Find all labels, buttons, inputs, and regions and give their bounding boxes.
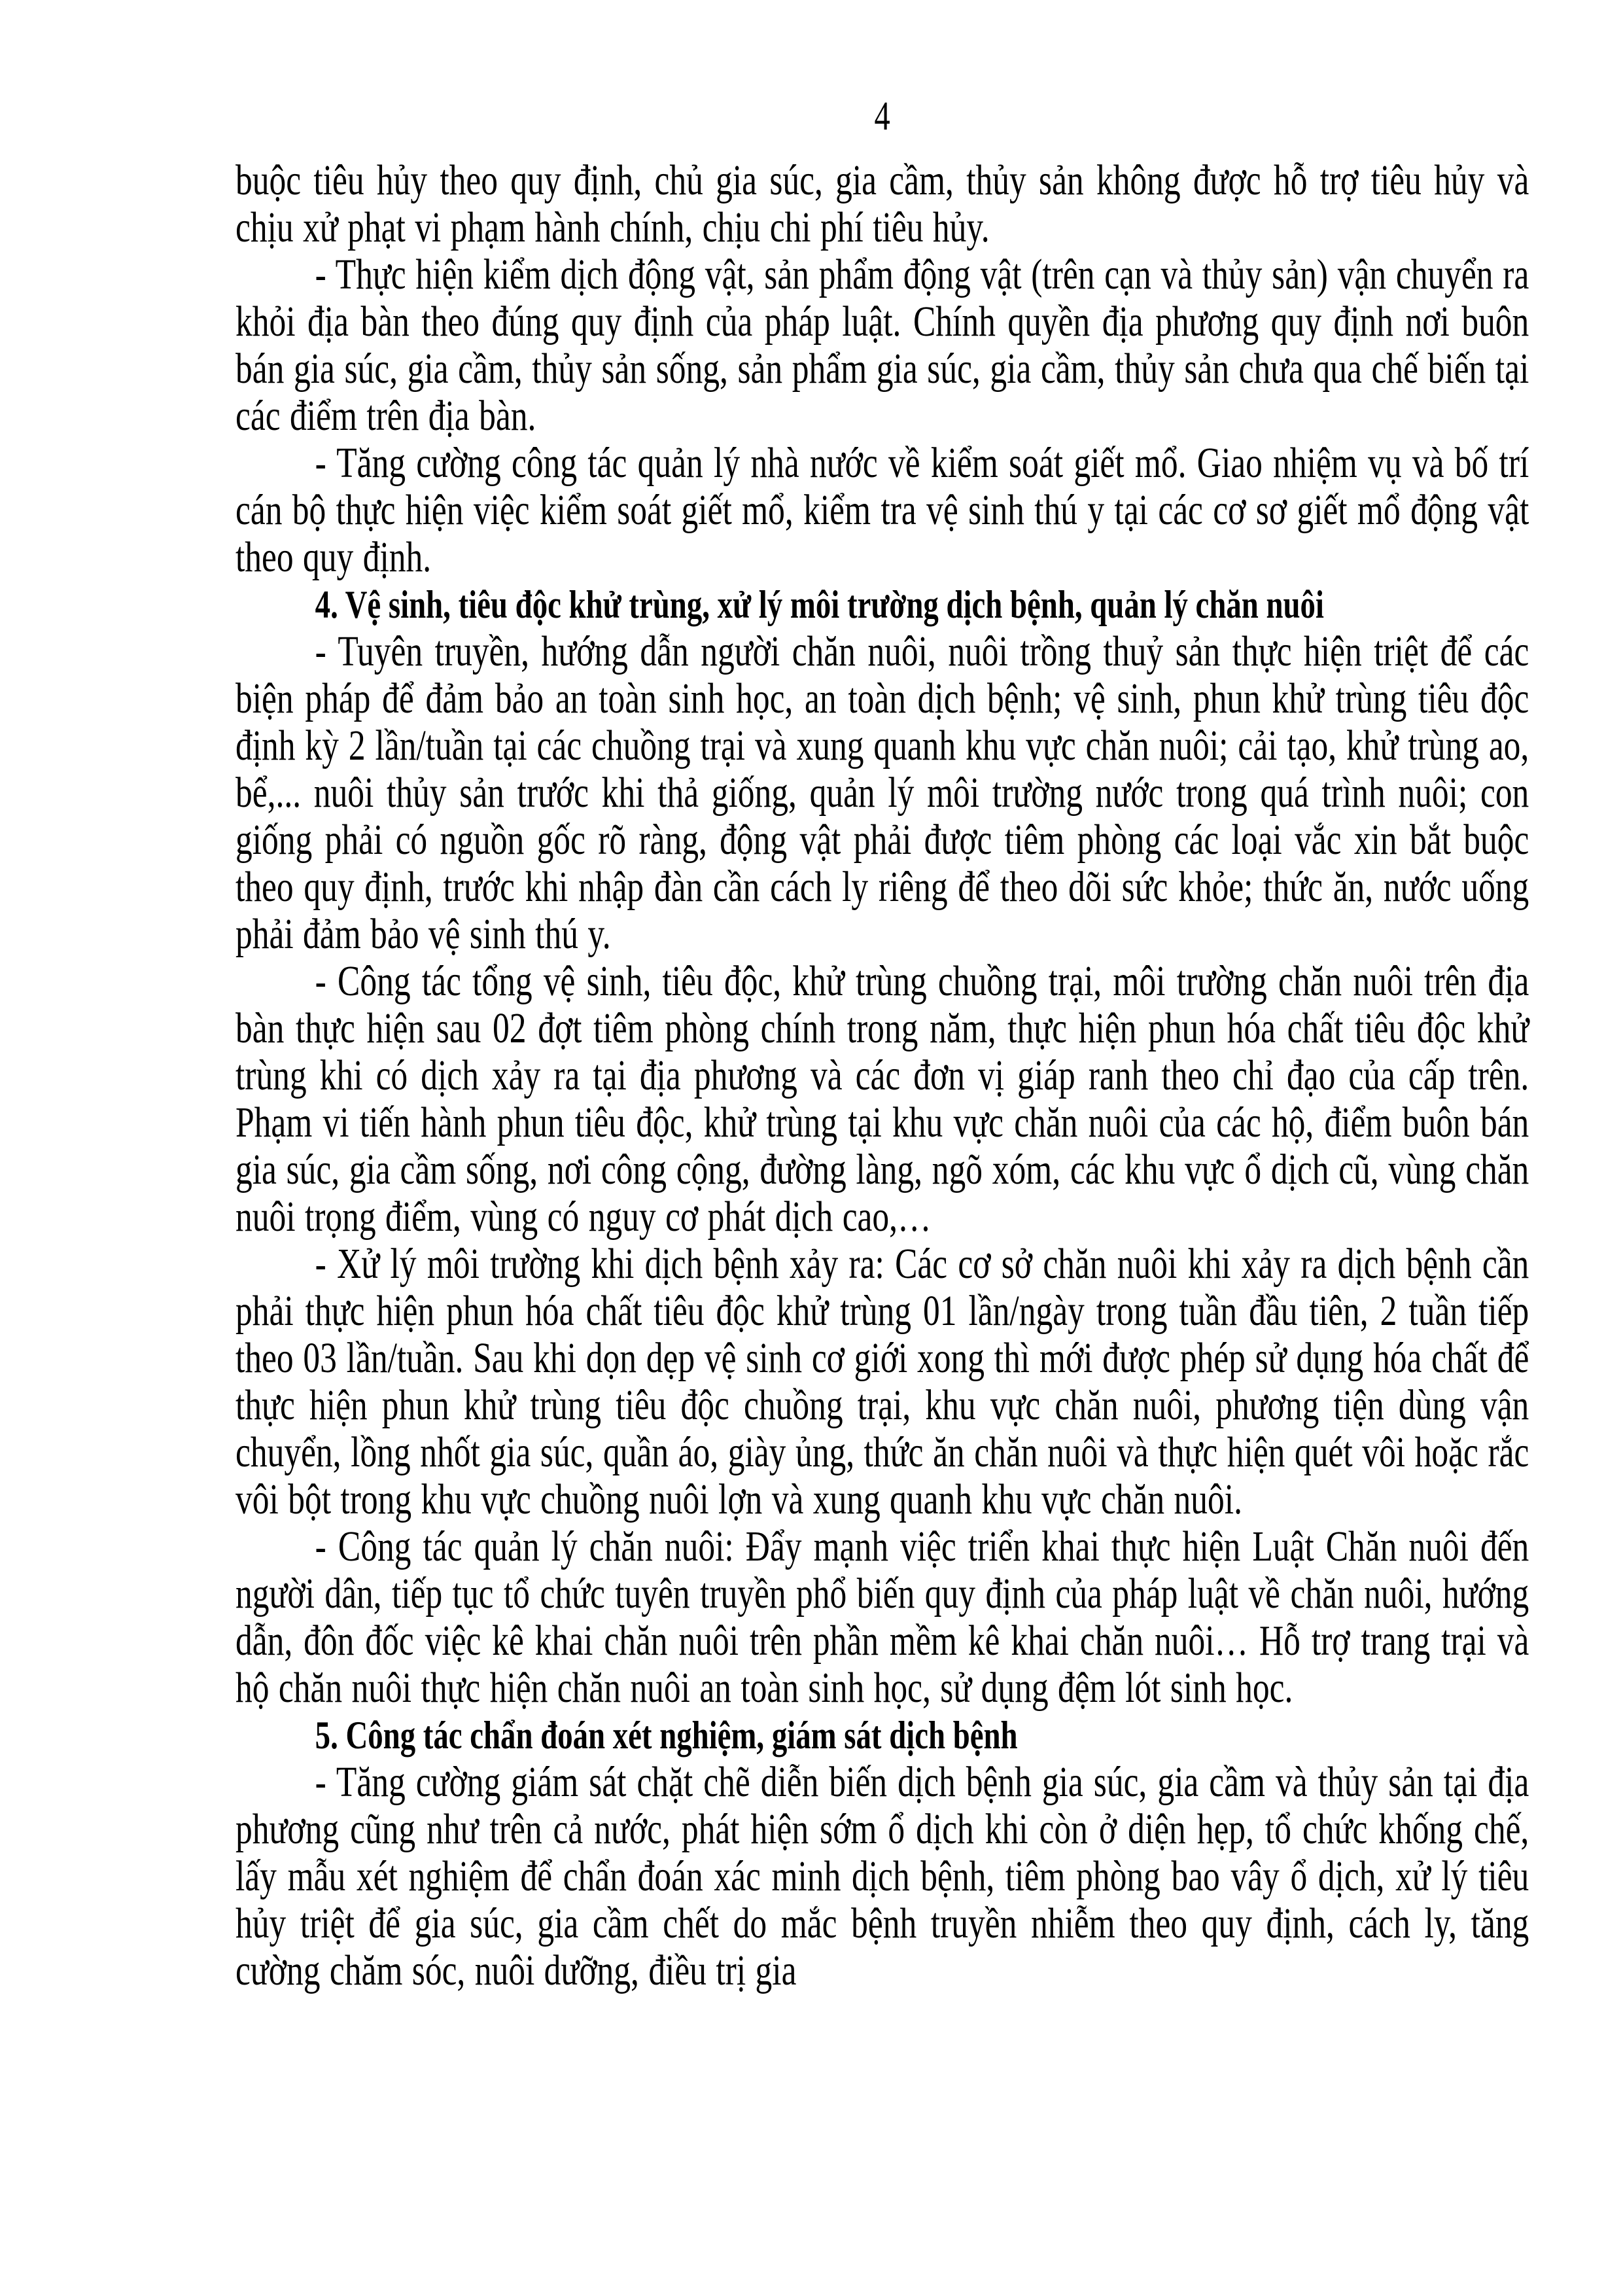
paragraph-continuation: buộc tiêu hủy theo quy định, chủ gia súc, gia cầm, thủy sản không được hỗ trợ tiêu hủy và chịu xử phạt vi phạm hành chính, chịu chi phí tiêu hủy. bbox=[236, 156, 1529, 251]
paragraph-environment-treatment: - Xử lý môi trường khi dịch bệnh xảy ra: Các cơ sở chăn nuôi khi xảy ra dịch bệnh cần phải thực hiện phun hóa chất tiêu độc khử trùng 01 lần/ngày trong tuần đầu tiên, 2 tuần tiếp theo 03 lần/tuần. Sau khi dọn dẹp vệ sinh cơ giới xong thì mới được phép sử dụng hóa chất để thực hiện phun khử trùng tiêu độc chuồng trại, khu vực chăn nuôi, phương tiện dùng vận chuyển, lồng nhốt gia súc, quần áo, giày ủng, thức ăn chăn nuôi và thực hiện quét vôi hoặc rắc vôi bột trong khu vực chuồng nuôi lợn và xung quanh khu vực chăn nuôi. bbox=[236, 1240, 1529, 1523]
paragraph-slaughter-control: - Tăng cường công tác quản lý nhà nước về kiểm soát giết mổ. Giao nhiệm vụ và bố trí cán bộ thực hiện việc kiểm soát giết mổ, kiểm tra vệ sinh thú y tại các cơ sơ giết mổ động vật theo quy định. bbox=[236, 439, 1529, 581]
paragraph-husbandry-management: - Công tác quản lý chăn nuôi: Đẩy mạnh việc triển khai thực hiện Luật Chăn nuôi đến người dân, tiếp tục tổ chức tuyên truyền phổ biến quy định của pháp luật về chăn nuôi, hướng dẫn, đôn đốc việc kê khai chăn nuôi trên phần mềm kê khai chăn nuôi… Hỗ trợ trang trại và hộ chăn nuôi thực hiện chăn nuôi an toàn sinh học, sử dụng đệm lót sinh học. bbox=[236, 1523, 1529, 1712]
text-block bbox=[236, 93, 1529, 1994]
paragraph-propaganda-biosecurity: - Tuyên truyền, hướng dẫn người chăn nuôi, nuôi trồng thuỷ sản thực hiện triệt để các biện pháp để đảm bảo an toàn sinh học, an toàn dịch bệnh; vệ sinh, phun khử trùng tiêu độc định kỳ 2 lần/tuần tại các chuồng trại và xung quanh khu vực chăn nuôi; cải tạo, khử trùng ao, bể,... nuôi thủy sản trước khi thả giống, quản lý môi trường nước trong quá trình nuôi; con giống phải có nguồn gốc rõ ràng, động vật phải được tiêm phòng các loại vắc xin bắt buộc theo quy định, trước khi nhập đàn cần cách ly riêng để theo dõi sức khỏe; thức ăn, nước uống phải đảm bảo vệ sinh thú y. bbox=[236, 627, 1529, 958]
section-heading-5: 5. Công tác chẩn đoán xét nghiệm, giám sát dịch bệnh bbox=[315, 1714, 1018, 1757]
section-heading-4: 4. Vệ sinh, tiêu độc khử trùng, xử lý môi trường dịch bệnh, quản lý chăn nuôi bbox=[315, 583, 1324, 626]
page-number: 4 bbox=[874, 94, 890, 139]
paragraph-disease-surveillance: - Tăng cường giám sát chặt chẽ diễn biến dịch bệnh gia súc, gia cầm và thủy sản tại địa phương cũng như trên cả nước, phát hiện sớm ổ dịch khi còn ở diện hẹp, tổ chức khống chế, lấy mẫu xét nghiệm để chẩn đoán xác minh dịch bệnh, tiêm phòng bao vây ổ dịch, xử lý tiêu hủy triệt để gia súc, gia cầm chết do mắc bệnh truyền nhiễm theo quy định, cách ly, tăng cường chăm sóc, nuôi dưỡng, điều trị gia bbox=[236, 1758, 1529, 1994]
paragraph-general-disinfection: - Công tác tổng vệ sinh, tiêu độc, khử trùng chuồng trại, môi trường chăn nuôi trên địa bàn thực hiện sau 02 đợt tiêm phòng chính trong năm, thực hiện phun hóa chất tiêu độc khử trùng khi có dịch xảy ra tại địa phương và các đơn vị giáp ranh theo chỉ đạo của cấp trên. Phạm vi tiến hành phun tiêu độc, khử trùng tại khu vực chăn nuôi của các hộ, điểm buôn bán gia súc, gia cầm sống, nơi công cộng, đường làng, ngõ xóm, các khu vực ổ dịch cũ, vùng chăn nuôi trọng điểm, vùng có nguy cơ phát dịch cao,… bbox=[236, 957, 1529, 1241]
paragraph-animal-quarantine: - Thực hiện kiểm dịch động vật, sản phẩm động vật (trên cạn và thủy sản) vận chuyển ra khỏi địa bàn theo đúng quy định của pháp luật. Chính quyền địa phương quy định nơi buôn bán gia súc, gia cầm, thủy sản sống, sản phẩm gia súc, gia cầm, thủy sản chưa qua chế biến tại các điểm trên địa bàn. bbox=[236, 251, 1529, 440]
